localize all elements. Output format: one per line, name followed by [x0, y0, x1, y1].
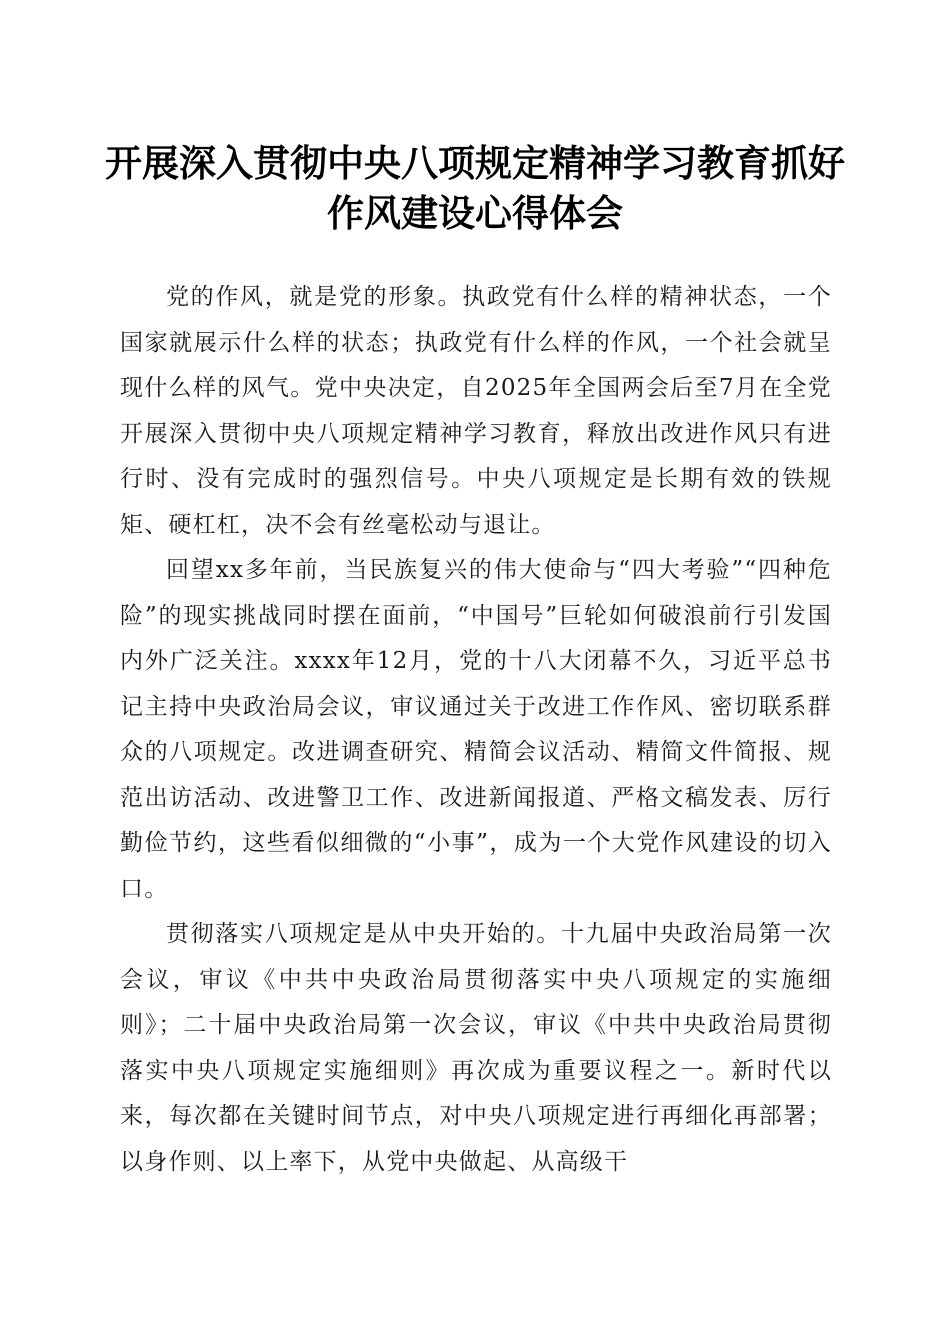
document-title [100, 138, 850, 238]
paragraph-1: 党的作风，就是党的形象。执政党有什么样的精神状态，一个国家就展示什么样的状态；执政党有什么样的作风，一个社会就呈现什么样的风气。党中央决定，自2025年全国两会后至7月在全党开展深入贯彻中央八项规定精神学习教育，释放出改进作风只有进行时、没有完成时的强烈信号。中央八项规定是长期有效的铁规矩、硬杠杠，决不会有丝毫松动与退让。 [120, 284, 832, 538]
document-body [120, 275, 832, 1185]
paragraph-3: 贯彻落实八项规定是从中央开始的。十九届中央政治局第一次会议，审议《中共中央政治局贯彻落实中央八项规定的实施细则》；二十届中央政治局第一次会议，审议《中共中央政治局贯彻落实中央八项规定实施细则》再次成为重要议程之一。新时代以来，每次都在关键时间节点，对中央八项规定进行再细化再部署；以身作则、以上率下，从党中央做起、从高级干 [120, 921, 832, 1175]
title-line-2: 作风建设心得体会 [327, 191, 623, 235]
paragraph-2: 回望xx多年前，当民族复兴的伟大使命与“四大考验”“四种危险”的现实挑战同时摆在面前，“中国号”巨轮如何破浪前行引发国内外广泛关注。xxxx年12月，党的十八大闭幕不久，习近平总书记主持中央政治局会议，审议通过关于改进工作作风、密切联系群众的八项规定。改进调查研究、精简会议活动、精简文件简报、规范出访活动、改进警卫工作、改进新闻报道、严格文稿发表、厉行勤俭节约，这些看似细微的“小事”，成为一个大党作风建设的切入口。 [120, 557, 832, 902]
title-line-1: 开展深入贯彻中央八项规定精神学习教育抓好 [105, 141, 845, 185]
